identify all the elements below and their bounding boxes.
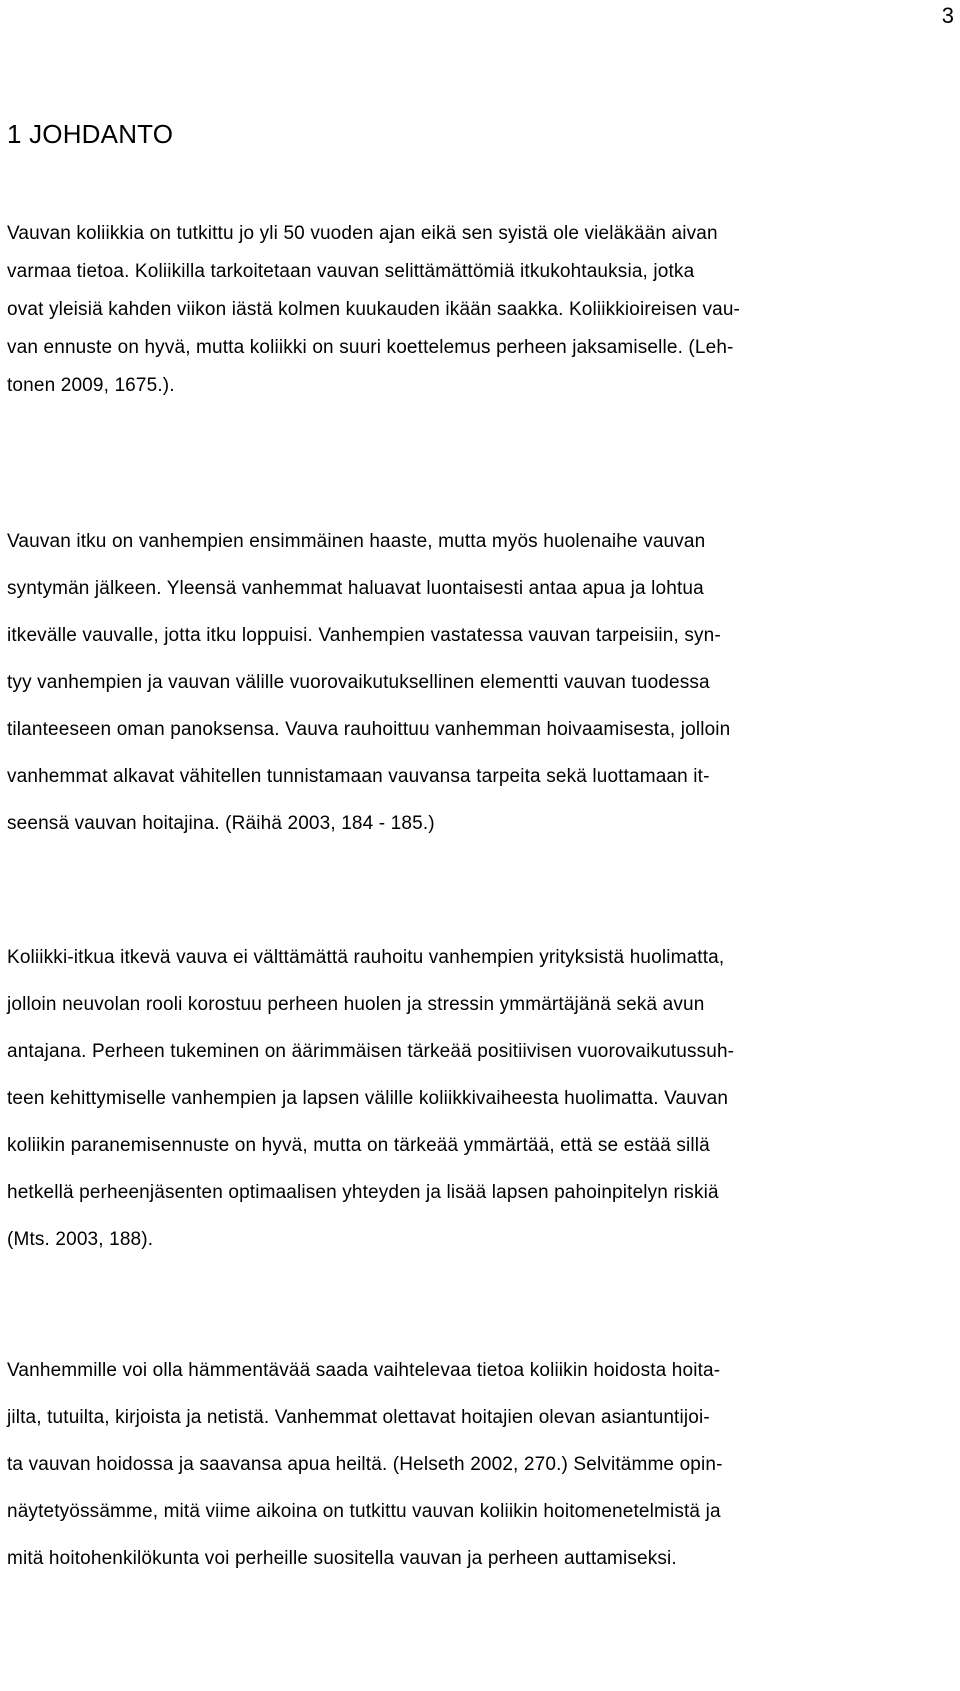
text-line: vanhemmat alkavat vähitellen tunnistamaan vauvansa tarpeita sekä luottamaan it- xyxy=(7,766,710,787)
text-line: varmaa tietoa. Koliikilla tarkoitetaan vauvan selittämättömiä itkukohtauksia, jotka xyxy=(7,261,695,282)
text-line: tonen 2009, 1675.). xyxy=(7,375,175,396)
paragraph-4 xyxy=(7,1347,887,1582)
text-line: Vauvan koliikkia on tutkittu jo yli 50 vuoden ajan eikä sen syistä ole vieläkään aivan xyxy=(7,223,718,244)
text-line: jilta, tutuilta, kirjoista ja netistä. Vanhemmat olettavat hoitajien olevan asiantuntijoi- xyxy=(7,1407,710,1428)
text-line: hetkellä perheenjäsenten optimaalisen yhteyden ja lisää lapsen pahoinpitelyn riskiä xyxy=(7,1182,719,1203)
text-line: (Mts. 2003, 188). xyxy=(7,1229,154,1250)
text-line: tilanteeseen oman panoksensa. Vauva rauhoittuu vanhemman hoivaamisesta, jolloin xyxy=(7,719,731,740)
text-line: van ennuste on hyvä, mutta koliikki on suuri koettelemus perheen jaksamiselle. (Leh- xyxy=(7,337,734,358)
text-line: mitä hoitohenkilökunta voi perheille suositella vauvan ja perheen auttamiseksi. xyxy=(7,1548,677,1569)
text-line: Koliikki-itkua itkevä vauva ei välttämättä rauhoitu vanhempien yrityksistä huolimatta, xyxy=(7,947,725,968)
text-line: näytetyössämme, mitä viime aikoina on tutkittu vauvan koliikin hoitomenetelmistä ja xyxy=(7,1501,721,1522)
text-line: syntymän jälkeen. Yleensä vanhemmat haluavat luontaisesti antaa apua ja lohtua xyxy=(7,578,704,599)
paragraph-2 xyxy=(7,518,887,847)
text-line: Vauvan itku on vanhempien ensimmäinen haaste, mutta myös huolenaihe vauvan xyxy=(7,531,706,552)
chapter-heading: 1 JOHDANTO xyxy=(7,119,174,149)
text-line: ovat yleisiä kahden viikon iästä kolmen kuukauden ikään saakka. Koliikkioireisen vau- xyxy=(7,299,741,320)
text-line: ta vauvan hoidossa ja saavansa apua heiltä. (Helseth 2002, 270.) Selvitämme opin- xyxy=(7,1454,723,1475)
text-line: itkevälle vauvalle, jotta itku loppuisi. Vanhempien vastatessa vauvan tarpeisiin, syn- xyxy=(7,625,721,646)
text-line: tyy vanhempien ja vauvan välille vuorovaikutuksellinen elementti vauvan tuodessa xyxy=(7,672,710,693)
paragraph-3 xyxy=(7,934,887,1263)
text-line: koliikin paranemisennuste on hyvä, mutta on tärkeää ymmärtää, että se estää sillä xyxy=(7,1135,710,1156)
paragraph-1 xyxy=(7,215,887,405)
text-line: seensä vauvan hoitajina. (Räihä 2003, 184 - 185.) xyxy=(7,813,435,834)
text-line: antajana. Perheen tukeminen on äärimmäisen tärkeää positiivisen vuorovaikutussuh- xyxy=(7,1041,735,1062)
text-line: teen kehittymiselle vanhempien ja lapsen välille koliikkivaiheesta huolimatta. Vauvan xyxy=(7,1088,729,1109)
text-line: jolloin neuvolan rooli korostuu perheen huolen ja stressin ymmärtäjänä sekä avun xyxy=(7,994,705,1015)
page-number: 3 xyxy=(941,3,954,28)
text-line: Vanhemmille voi olla hämmentävää saada vaihtelevaa tietoa koliikin hoidosta hoita- xyxy=(7,1360,721,1381)
